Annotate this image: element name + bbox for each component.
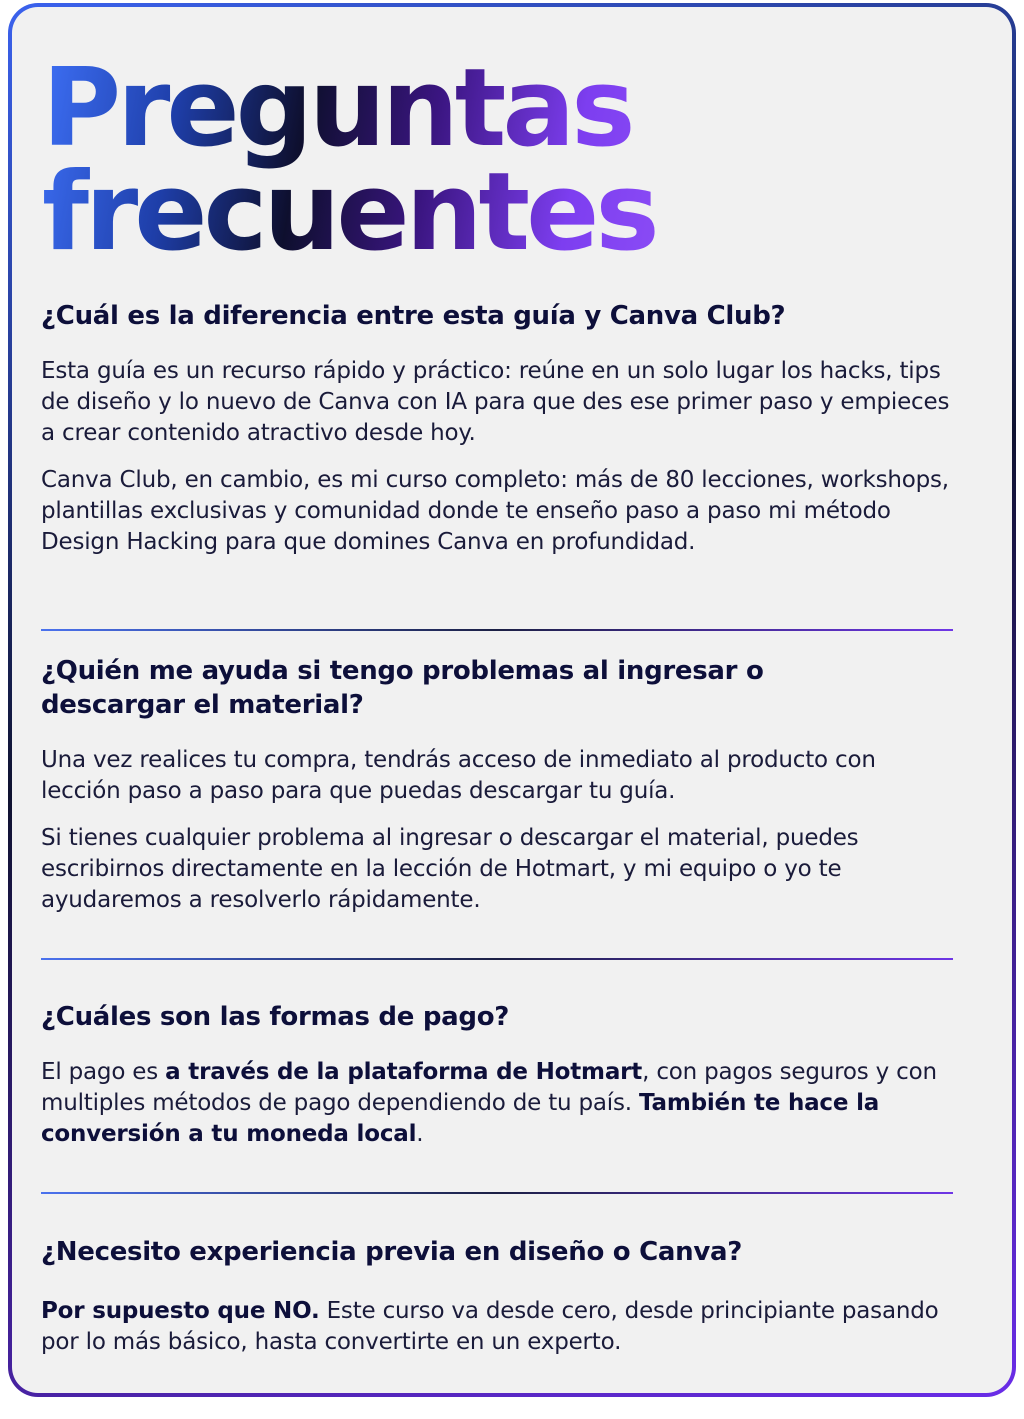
answer-text: El pago es: [41, 1059, 166, 1085]
faq-item-3: [41, 1000, 961, 1150]
answer-emphasis: También te hace la conversión a tu moneda local: [41, 1090, 880, 1147]
answer-text: , con pagos seguros y con multiples métodos de pago dependiendo de tu país.: [41, 1059, 937, 1116]
faq-answer-paragraph: Esta guía es un recurso rápido y práctico: reúne en un solo lugar los hacks, tips de diseño y lo nuevo de Canva con IA para que des ese primer paso y empieces a crear contenido atractivo desde hoy.: [41, 358, 950, 446]
answer-text: Este curso va desde cero, desde principiante pasando por lo más básico, hasta convertirte en un experto.: [41, 1298, 939, 1355]
answer-text: .: [416, 1121, 424, 1147]
faq-question: ¿Cuál es la diferencia entre esta guía y Canva Club?: [41, 301, 786, 331]
faq-item-2: [41, 654, 961, 916]
faq-answer-paragraph: Si tienes cualquier problema al ingresar o descargar el material, puedes escribirnos directamente en la lección de Hotmart, y mi equipo o yo te ayudaremos a resolverlo rápidamente.: [41, 825, 859, 913]
answer-emphasis: Por supuesto que NO.: [41, 1298, 320, 1324]
faq-answer-paragraph: Canva Club, en cambio, es mi curso completo: más de 80 lecciones, workshops, plantillas exclusivas y comunidad donde te enseño paso a paso mi método Design Hacking para que domines Canva en profundidad.: [41, 467, 949, 555]
section-divider: [41, 629, 953, 631]
answer-emphasis: a través de la plataforma de Hotmart: [165, 1059, 643, 1085]
faq-question: ¿Necesito experiencia previa en diseño o Canva?: [41, 1237, 743, 1267]
faq-answer-paragraph: [41, 1296, 961, 1358]
faq-item-4: [41, 1235, 961, 1358]
faq-answer-paragraph: Una vez realices tu compra, tendrás acceso de inmediato al producto con lección paso a paso para que puedas descargar tu guía.: [41, 747, 876, 804]
page-title: [42, 46, 656, 275]
faq-answer-paragraph: [41, 1057, 961, 1150]
section-divider: [41, 958, 953, 960]
faq-question: ¿Quién me ayuda si tengo problemas al ingresar o descargar el material?: [41, 656, 764, 720]
faq-item-1: [41, 299, 961, 558]
faq-card: [8, 3, 1016, 1397]
faq-question: ¿Cuáles son las formas de pago?: [41, 1002, 510, 1032]
section-divider: [41, 1192, 953, 1194]
faq-card-body: [12, 7, 1012, 1393]
title-line-2: frecuentes: [42, 150, 656, 275]
title-line-1: Preguntas: [42, 46, 632, 171]
